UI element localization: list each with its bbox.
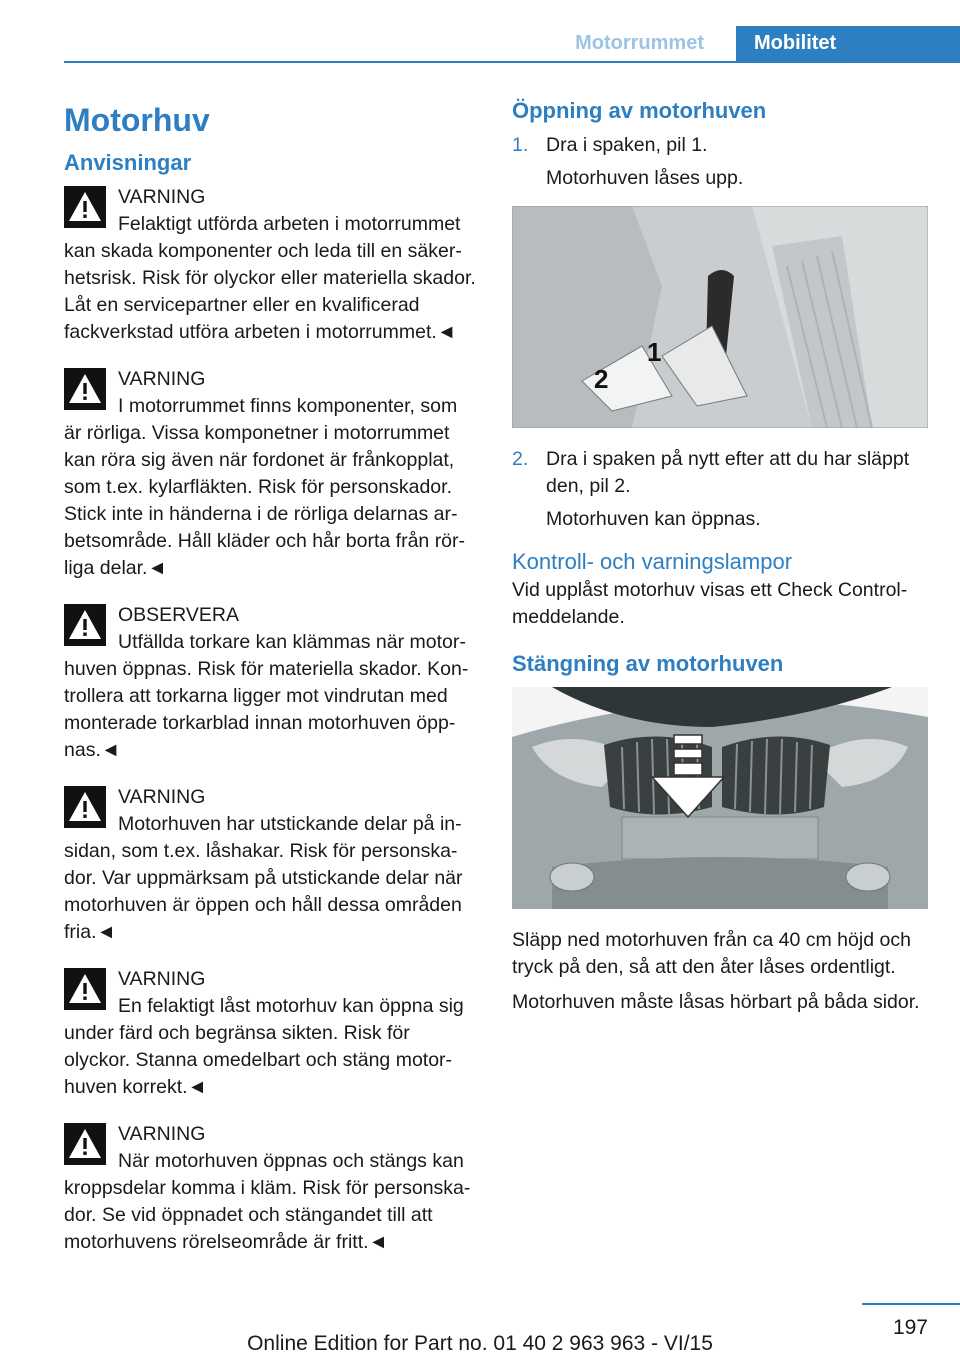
warning-label: VARNING [118,186,206,208]
warning-icon [64,604,106,646]
warning-block [64,966,478,1101]
step-number: 1. [512,134,529,156]
warning-label: VARNING [118,1123,206,1145]
warning-icon [64,786,106,828]
left-column [64,96,478,1276]
hood-release-lever-photo [512,206,928,428]
svg-text:2: 2 [594,364,609,394]
step-text: Dra i spaken på nytt efter att du har släppt den, pil 2. [546,448,910,497]
warnings-list [64,184,478,1256]
step-1 [512,132,928,192]
warning-block [64,602,478,764]
warning-text: I motorrummet finns komponenter, som är rörliga. Vissa komponetner i motorrummet kan röra sig även när fordonet är frånkopplat, som t.ex. kylarfläkten. Risk för personskador. Stick inte in händerna i de rörliga delarnas arbetsområde. Håll kläder och hår borta från rörliga delar.◄ [64,395,466,579]
close-text-2: Motorhuven måste låsas hörbart på båda sidor. [512,991,920,1013]
section-heading-anvisningar: Anvisningar [64,150,192,175]
closing-hood-photo [512,687,928,909]
warning-text: Utfällda torkare kan klämmas när motorhuven öppnas. Risk för materiella skador. Kontrollera att torkarna ligger mot vindrutan med monterade torkarblad innan motorhuven öppnas.◄ [64,631,469,761]
bumper-illustration [512,687,928,909]
right-column [512,96,928,1024]
warning-text: Motorhuven har utstickande delar på insidan, som t.ex. låshakar. Risk för personskador. Var uppmärksam på utstickande delar när motorhuven är öppen och håll dessa områden fria.◄ [64,813,463,943]
section-tab-mobilitet[interactable]: Mobilitet [736,26,960,63]
warning-text: En felaktigt låst motorhuv kan öppna sig under färd och begränsa sikten. Risk för olyckor. Stanna omedelbart och stäng motorhuven korrekt.◄ [64,995,464,1098]
warning-label: OBSERVERA [118,604,240,626]
page-title: Motorhuv [64,102,210,138]
warning-icon [64,186,106,228]
warning-label: VARNING [118,786,206,808]
page-number: 197 [892,1316,928,1339]
step-result: Motorhuven kan öppnas. [546,508,761,530]
section-tab-motorrummet[interactable]: Motorrummet [575,32,704,54]
warning-icon [64,368,106,410]
step-result: Motorhuven låses upp. [546,167,744,189]
warning-block [64,366,478,582]
warning-block [64,784,478,946]
warning-text: Felaktigt utförda arbeten i motorrummet kan skada komponenter och leda till en säkerhetsrisk. Risk för olyckor eller materiella skador. Låt en servicepartner eller en kvalificerad fackverkstad utföra arbeten i motorrummet.◄ [64,213,476,343]
warning-block [64,184,478,346]
warning-label: VARNING [118,968,206,990]
lever-illustration [512,206,928,428]
edition-footer: Online Edition for Part no. 01 40 2 963 963 - VI/15 [247,1332,713,1355]
close-text-1: Släpp ned motorhuven från ca 40 cm höjd och tryck på den, så att den åter låses ordentligt. [512,929,911,978]
warning-icon [64,968,106,1010]
step-text: Dra i spaken, pil 1. [546,134,708,156]
svg-text:1: 1 [647,337,662,367]
section-heading-lamps: Kontroll- och varningslampor [512,549,793,574]
warning-text: När motorhuven öppnas och stängs kan kroppsdelar komma i kläm. Risk för personskador. Se vid öppnadet och stängandet till att motorhuvens rörelseområde är fritt.◄ [64,1150,471,1253]
warning-label: VARNING [118,368,206,390]
footer-rule [862,1303,960,1305]
warning-icon [64,1123,106,1165]
page-header [0,26,960,62]
warning-block [64,1121,478,1256]
header-rule [64,61,960,63]
step-2 [512,446,928,533]
section-heading-close: Stängning av motorhuven [512,651,784,676]
section-heading-open: Öppning av motorhuven [512,98,767,123]
step-number: 2. [512,448,529,470]
lamps-text: Vid upplåst motorhuv visas ett Check Control-meddelande. [512,579,908,628]
